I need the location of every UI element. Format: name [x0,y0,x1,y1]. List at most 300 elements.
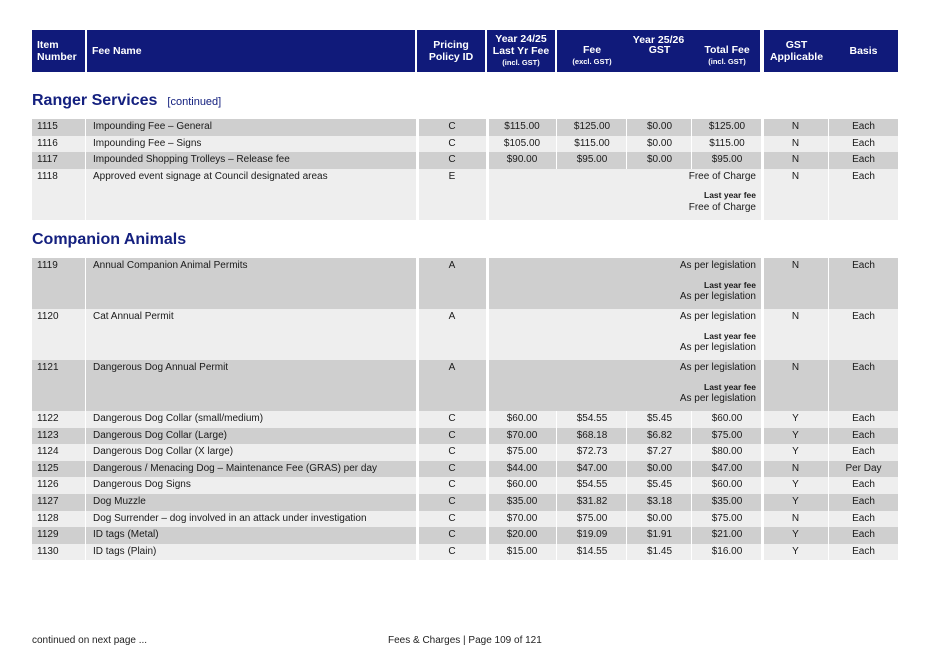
column-divider [761,309,764,360]
column-divider [85,258,86,309]
fee-name-cell: Dangerous / Menacing Dog – Maintenance Fee (GRAS) per day [93,462,378,474]
fee-name-cell: Dangerous Dog Collar (Large) [93,429,227,441]
column-divider [556,136,557,153]
total-fee-cell: $75.00 [711,512,743,524]
item-number-cell: 1128 [37,512,59,524]
column-divider [486,411,489,428]
pricing-policy-cell: A [448,311,456,322]
header-last-incl-gst: (incl. GST) [502,58,540,67]
last-year-fee-label: Last year fee [704,330,756,341]
header-fee-excl-gst: (excl. GST) [572,57,612,66]
column-divider [761,136,764,153]
basis-cell: Each [852,429,875,441]
fee-name-cell: Approved event signage at Council designated areas [93,170,328,182]
item-number-cell: 1122 [37,413,59,424]
column-divider [828,119,829,136]
header-pricing-policy: Pricing Policy ID [417,30,485,72]
basis-cell: Each [852,311,875,322]
column-divider [828,494,829,511]
column-divider [416,309,419,360]
column-divider [828,511,829,528]
pricing-policy-cell: C [448,529,456,541]
header-fee-label: Fee [582,44,602,56]
last-year-fee-label: Last year fee [704,381,756,392]
header-fee [557,30,627,72]
fee-name-cell: Dog Muzzle [93,495,146,507]
column-divider [85,544,86,561]
fee-name-cell: Cat Annual Permit [93,311,174,322]
column-divider [416,119,419,136]
pricing-policy-cell: C [448,154,456,166]
table-row [32,152,898,169]
basis-cell: Each [852,121,875,132]
last-year-fee-value: As per legislation [679,291,756,302]
fee-description: Free of Charge [688,170,756,182]
last-year-fee-cell: $35.00 [506,495,538,507]
column-divider [486,169,489,220]
section-continued-label: [continued] [167,96,222,108]
section-title-ranger-services [32,92,221,110]
column-divider [691,411,692,428]
gst-cell: $7.27 [646,446,673,458]
section-title-companion-animals [32,231,186,249]
merged-fee-cell [487,258,762,309]
fee-name-cell: Impounding Fee – Signs [93,137,202,149]
fee-name-cell: Impounding Fee – General [93,121,212,132]
gst-applicable-cell: Y [792,446,799,458]
column-divider [486,309,489,360]
total-fee-cell: $95.00 [711,154,743,166]
basis-cell: Each [852,512,875,524]
gst-applicable-cell: Y [792,495,799,507]
total-fee-cell: $125.00 [708,121,746,132]
total-fee-cell: $115.00 [709,137,745,149]
header-total-fee [692,30,762,72]
header-year-2526-label: Year 25/26 [632,34,685,46]
column-divider [691,527,692,544]
column-divider [556,494,557,511]
fee-excl-gst-cell: $54.55 [576,413,608,424]
fee-excl-gst-cell: $115.00 [574,137,610,149]
column-divider [486,360,489,411]
column-divider [416,544,419,561]
fee-name-cell: Annual Companion Animal Permits [93,260,248,271]
column-divider [828,428,829,445]
gst-applicable-cell: N [791,462,800,474]
table-row [32,119,898,136]
column-divider [416,428,419,445]
total-fee-cell: $47.00 [711,462,743,474]
gst-cell: $0.00 [646,154,673,166]
header-total-fee-label: Total Fee [704,44,750,56]
column-divider [416,527,419,544]
column-divider [85,494,86,511]
column-divider [828,411,829,428]
item-number-cell: 1120 [37,311,59,322]
merged-fee-cell [487,360,762,411]
header-fee-name: Fee Name [87,30,415,72]
column-divider [486,544,489,561]
fee-excl-gst-cell: $75.00 [576,512,608,524]
column-divider [556,152,557,169]
column-divider [85,309,86,360]
pricing-policy-cell: C [448,413,456,424]
column-divider [691,544,692,561]
column-divider [556,119,557,136]
header-year-2425 [487,30,555,72]
column-divider [761,527,764,544]
ranger-services-table [32,119,898,220]
last-year-fee-value: As per legislation [679,342,756,353]
fee-name-cell: Impounded Shopping Trolleys – Release fee [93,154,290,166]
column-divider [85,360,86,411]
last-year-fee-cell: $75.00 [506,446,538,458]
table-row [32,428,898,445]
table-row [32,309,898,360]
column-divider [761,152,764,169]
item-number-cell: 1116 [37,137,58,149]
last-year-fee-cell: $20.00 [506,529,538,541]
column-divider [691,461,692,478]
last-year-fee-cell: $115.00 [504,121,540,132]
basis-cell: Each [852,479,875,491]
column-divider [761,169,764,220]
fee-excl-gst-cell: $95.00 [576,154,608,166]
gst-cell: $0.00 [646,121,673,132]
pricing-policy-cell: E [448,170,456,182]
header-gst-label: GST [648,44,671,56]
column-divider [486,119,489,136]
gst-cell: $6.82 [646,429,673,441]
last-year-fee-cell: $70.00 [506,429,538,441]
fee-excl-gst-cell: $68.18 [576,429,608,441]
column-divider [486,477,489,494]
column-divider [691,136,692,153]
header-gst-applicable: GST Applicable [764,30,829,72]
column-divider [85,136,86,153]
header-gst [627,30,692,72]
fee-excl-gst-cell: $54.55 [576,479,608,491]
column-divider [828,169,829,220]
item-number-cell: 1115 [37,121,58,132]
column-divider [416,511,419,528]
last-year-fee-value: Free of Charge [688,201,756,213]
last-year-fee-cell: $90.00 [506,154,538,166]
column-divider [556,527,557,544]
column-divider [416,461,419,478]
last-year-fee-cell: $15.00 [506,545,538,557]
gst-applicable-cell: N [791,137,800,149]
last-year-fee-cell: $60.00 [506,413,538,424]
fee-excl-gst-cell: $31.82 [576,495,608,507]
column-divider [486,428,489,445]
pricing-policy-cell: C [448,479,456,491]
section-title-text: Ranger Services [32,92,158,109]
last-year-fee-cell: $105.00 [503,137,541,149]
last-year-fee-cell: $44.00 [506,462,538,474]
column-divider [486,511,489,528]
column-divider [85,169,86,220]
item-number-cell: 1124 [37,446,59,458]
column-divider [828,136,829,153]
column-divider [761,477,764,494]
basis-cell: Each [852,137,875,149]
basis-cell: Each [852,170,875,182]
column-divider [486,461,489,478]
column-divider [828,444,829,461]
column-divider [556,428,557,445]
total-fee-cell: $35.00 [711,495,743,507]
column-divider [828,477,829,494]
column-divider [761,494,764,511]
gst-applicable-cell: Y [792,479,799,491]
column-divider [626,527,627,544]
gst-applicable-cell: N [791,512,800,524]
column-divider [761,511,764,528]
column-divider [761,411,764,428]
column-divider [416,169,419,220]
pricing-policy-cell: C [448,446,456,458]
column-divider [626,428,627,445]
table-row [32,411,898,428]
gst-cell: $0.00 [646,462,673,474]
gst-cell: $5.45 [646,413,673,424]
header-last-yr-fee: Last Yr Fee [492,45,550,57]
basis-cell: Each [852,446,875,458]
column-divider [626,444,627,461]
column-divider [85,511,86,528]
column-divider [828,152,829,169]
column-divider [626,511,627,528]
column-divider [85,527,86,544]
table-row [32,360,898,411]
column-divider [556,477,557,494]
last-year-fee-cell: $60.00 [506,479,538,491]
column-divider [486,444,489,461]
column-divider [691,494,692,511]
column-divider [416,360,419,411]
table-row [32,136,898,153]
gst-applicable-cell: N [791,362,800,373]
column-divider [85,461,86,478]
column-divider [626,136,627,153]
column-divider [486,136,489,153]
column-divider [556,544,557,561]
pricing-policy-cell: C [448,545,456,557]
column-divider [828,360,829,411]
column-divider [691,477,692,494]
basis-cell: Per Day [845,462,882,474]
header-total-incl-gst: (incl. GST) [708,57,746,66]
total-fee-cell: $21.00 [711,529,743,541]
gst-applicable-cell: Y [792,413,799,424]
column-divider [761,258,764,309]
header-basis: Basis [829,30,898,72]
fee-schedule-page [32,30,898,557]
header-year-2425-label: Year 24/25 [495,33,547,45]
column-divider [556,461,557,478]
column-divider [486,494,489,511]
column-divider [85,477,86,494]
table-row [32,258,898,309]
table-row [32,527,898,544]
column-divider [691,152,692,169]
pricing-policy-cell: C [448,137,456,149]
gst-applicable-cell: Y [792,429,799,441]
table-row [32,544,898,561]
total-fee-cell: $80.00 [711,446,743,458]
pricing-policy-cell: C [448,512,456,524]
pricing-policy-cell: C [448,121,456,132]
fee-excl-gst-cell: $125.00 [573,121,611,132]
column-divider [416,152,419,169]
column-divider [85,411,86,428]
basis-cell: Each [852,154,875,166]
column-divider [691,119,692,136]
column-divider [556,411,557,428]
column-divider [626,544,627,561]
column-divider [828,258,829,309]
column-divider [761,544,764,561]
column-divider [85,444,86,461]
column-divider [691,444,692,461]
fee-description: As per legislation [679,260,756,271]
column-divider [828,461,829,478]
column-divider [416,411,419,428]
column-divider [626,152,627,169]
basis-cell: Each [852,260,875,271]
column-divider [761,119,764,136]
basis-cell: Each [852,545,875,557]
basis-cell: Each [852,529,875,541]
table-row [32,477,898,494]
column-divider [556,444,557,461]
gst-applicable-cell: N [791,260,800,271]
pricing-policy-cell: C [448,495,456,507]
item-number-cell: 1117 [37,154,58,166]
fee-name-cell: ID tags (Plain) [93,545,157,557]
fee-excl-gst-cell: $47.00 [576,462,608,474]
column-divider [691,511,692,528]
fee-excl-gst-cell: $19.09 [576,529,608,541]
gst-applicable-cell: N [791,154,800,166]
basis-cell: Each [852,413,875,424]
column-divider [416,136,419,153]
pricing-policy-cell: A [448,260,456,271]
column-divider [626,461,627,478]
last-year-fee-value: As per legislation [679,393,756,404]
fee-description: As per legislation [679,311,756,322]
item-number-cell: 1121 [37,362,59,373]
fee-name-cell: Dangerous Dog Annual Permit [93,362,229,373]
gst-applicable-cell: N [791,121,800,132]
total-fee-cell: $60.00 [711,479,743,491]
column-divider [691,428,692,445]
column-divider [486,152,489,169]
column-divider [626,411,627,428]
item-number-cell: 1118 [37,170,58,182]
column-divider [486,527,489,544]
column-divider [761,360,764,411]
merged-fee-cell [487,169,762,220]
column-divider [486,258,489,309]
pricing-policy-cell: C [448,462,456,474]
column-divider [828,309,829,360]
item-number-cell: 1129 [37,529,59,541]
gst-applicable-cell: Y [792,545,799,557]
gst-cell: $1.91 [646,529,673,541]
gst-applicable-cell: N [791,311,800,322]
item-number-cell: 1125 [37,462,59,474]
footer-continued: continued on next page ... [32,635,148,646]
item-number-cell: 1119 [37,260,58,271]
table-row [32,461,898,478]
gst-cell: $0.00 [646,137,673,149]
gst-applicable-cell: Y [792,529,799,541]
column-divider [761,444,764,461]
fee-name-cell: Dangerous Dog Collar (X large) [93,446,234,458]
fee-name-cell: Dangerous Dog Collar (small/medium) [93,413,264,424]
column-divider [828,527,829,544]
basis-cell: Each [852,495,875,507]
column-divider [416,477,419,494]
column-divider [626,477,627,494]
last-year-fee-label: Last year fee [704,190,756,201]
column-divider [416,258,419,309]
item-number-cell: 1123 [37,429,59,441]
table-row [32,169,898,220]
column-divider [85,428,86,445]
table-header [32,30,898,72]
header-item-number: Item Number [32,30,85,72]
column-divider [761,461,764,478]
companion-animals-table [32,258,898,560]
gst-cell: $5.45 [646,479,673,491]
item-number-cell: 1126 [37,479,59,491]
gst-cell: $3.18 [646,495,673,507]
fee-name-cell: Dog Surrender – dog involved in an attack under investigation [93,512,367,524]
column-divider [416,444,419,461]
table-row [32,511,898,528]
gst-cell: $1.45 [646,545,673,557]
column-divider [85,119,86,136]
total-fee-cell: $60.00 [711,413,743,424]
total-fee-cell: $75.00 [711,429,743,441]
fee-name-cell: ID tags (Metal) [93,529,159,541]
gst-applicable-cell: N [791,170,800,182]
column-divider [556,511,557,528]
column-divider [828,544,829,561]
last-year-fee-label: Last year fee [704,279,756,290]
item-number-cell: 1130 [37,545,59,557]
column-divider [761,428,764,445]
footer-page-info: Fees & Charges | Page 109 of 121 [388,635,542,646]
column-divider [626,119,627,136]
gst-cell: $0.00 [646,512,673,524]
basis-cell: Each [852,362,875,373]
pricing-policy-cell: C [448,429,456,441]
item-number-cell: 1127 [37,495,59,507]
column-divider [626,494,627,511]
fee-excl-gst-cell: $72.73 [576,446,608,458]
table-row [32,444,898,461]
merged-fee-cell [487,309,762,360]
column-divider [416,494,419,511]
pricing-policy-cell: A [448,362,456,373]
last-year-fee-cell: $70.00 [506,512,538,524]
section-title-text: Companion Animals [32,231,187,248]
fee-description: As per legislation [679,362,756,373]
